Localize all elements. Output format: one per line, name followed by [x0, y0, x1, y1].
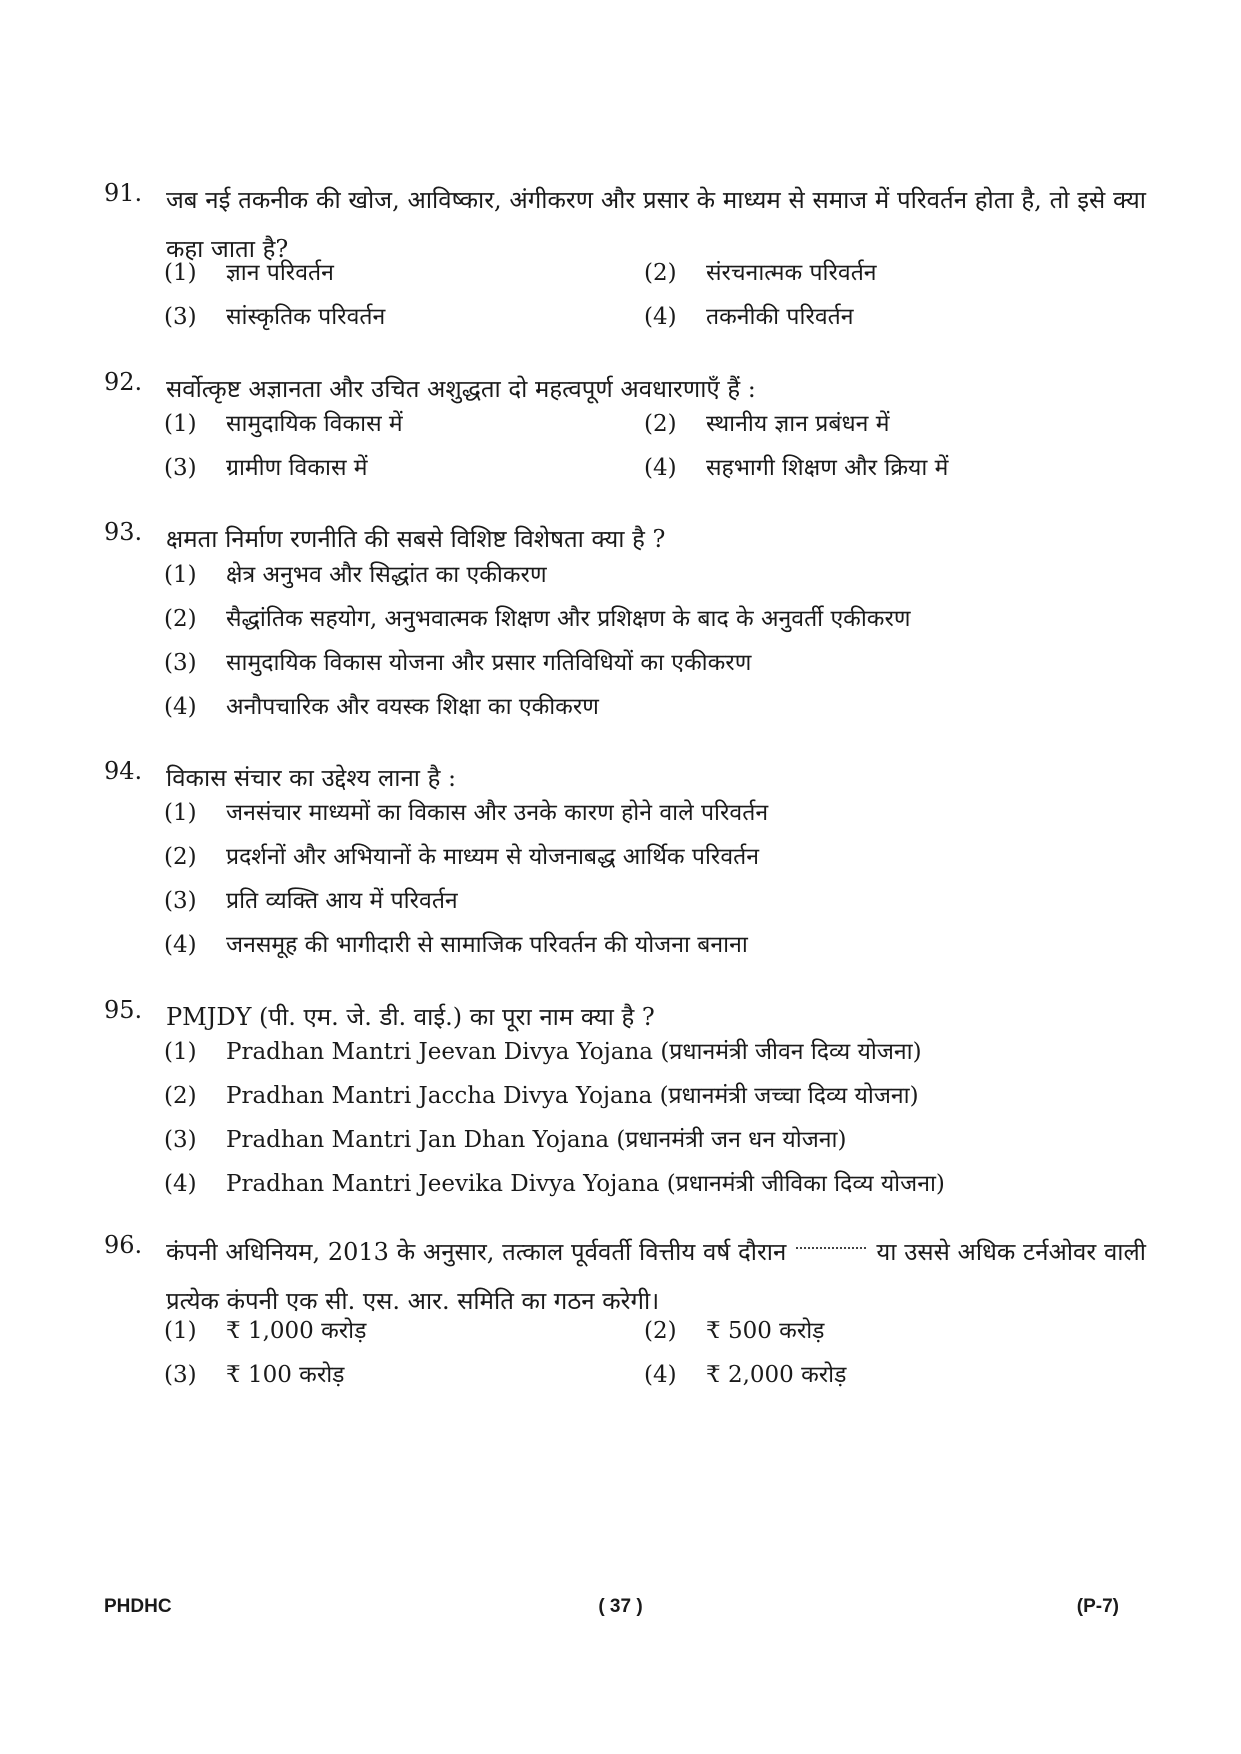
option-94-1[interactable]	[164, 793, 1144, 833]
option-number: (4)	[644, 304, 677, 330]
option-number: (2)	[644, 411, 677, 437]
question-number: 91.	[104, 179, 143, 207]
option-94-3[interactable]	[164, 881, 1144, 921]
option-number: (3)	[164, 455, 197, 481]
option-number: (1)	[164, 1318, 197, 1344]
option-text: तकनीकी परिवर्तन	[706, 304, 854, 330]
option-91-4[interactable]	[644, 297, 1164, 337]
option-95-2[interactable]	[164, 1076, 1144, 1116]
option-text: Pradhan Mantri Jeevan Divya Yojana (प्रधानमंत्री जीवन दिव्य योजना)	[226, 1039, 922, 1065]
option-number: (3)	[164, 650, 197, 676]
option-93-3[interactable]	[164, 643, 1144, 683]
question-text: जब नई तकनीक की खोज, आविष्कार, अंगीकरण और प्रसार के माध्यम से समाज में परिवर्तन होता है, तो इसे क्या कहा जाता है?	[166, 186, 1146, 263]
paper-series: (P-7)	[1076, 1596, 1119, 1617]
option-91-2[interactable]	[644, 253, 1164, 293]
question-text: PMJDY (पी. एम. जे. डी. वाई.) का पूरा नाम क्या है ?	[166, 1003, 655, 1031]
option-93-4[interactable]	[164, 687, 1144, 727]
option-number: (2)	[164, 844, 197, 870]
option-92-2[interactable]	[644, 404, 1164, 444]
option-number: (4)	[164, 1171, 197, 1197]
option-text: Pradhan Mantri Jaccha Divya Yojana (प्रधानमंत्री जच्चा दिव्य योजना)	[226, 1083, 919, 1109]
option-text: ग्रामीण विकास में	[226, 455, 368, 481]
option-text: अनौपचारिक और वयस्क शिक्षा का एकीकरण	[226, 694, 599, 720]
question-number: 96.	[104, 1231, 143, 1259]
question-number: 95.	[104, 996, 143, 1024]
option-text: ₹ 1,000 करोड़	[226, 1318, 367, 1344]
option-number: (1)	[164, 562, 197, 588]
option-number: (2)	[164, 1083, 197, 1109]
option-text: ₹ 2,000 करोड़	[706, 1362, 847, 1388]
option-95-4[interactable]	[164, 1164, 1144, 1204]
question-number: 93.	[104, 518, 143, 546]
question-text: सर्वोत्कृष्ट अज्ञानता और उचित अशुद्धता दो महत्वपूर्ण अवधारणाएँ हैं :	[166, 375, 756, 403]
option-number: (4)	[164, 932, 197, 958]
option-text: जनसमूह की भागीदारी से सामाजिक परिवर्तन की योजना बनाना	[226, 932, 748, 958]
option-text: सैद्धांतिक सहयोग, अनुभवात्मक शिक्षण और प्रशिक्षण के बाद के अनुवर्ती एकीकरण	[226, 606, 911, 632]
option-text: Pradhan Mantri Jan Dhan Yojana (प्रधानमंत्री जन धन योजना)	[226, 1127, 847, 1153]
option-number: (1)	[164, 411, 197, 437]
option-93-1[interactable]	[164, 555, 1144, 595]
option-text: सहभागी शिक्षण और क्रिया में	[706, 455, 949, 481]
option-number: (2)	[644, 260, 677, 286]
option-text: जनसंचार माध्यमों का विकास और उनके कारण होने वाले परिवर्तन	[226, 800, 769, 826]
option-text: ₹ 500 करोड़	[706, 1318, 825, 1344]
option-number: (3)	[164, 888, 197, 914]
option-number: (4)	[164, 694, 197, 720]
option-96-1[interactable]	[164, 1311, 624, 1351]
option-text: प्रदर्शनों और अभियानों के माध्यम से योजनाबद्ध आर्थिक परिवर्तन	[226, 844, 759, 870]
option-number: (3)	[164, 304, 197, 330]
question-number: 94.	[104, 757, 143, 785]
option-number: (4)	[644, 455, 677, 481]
option-92-1[interactable]	[164, 404, 624, 444]
option-number: (2)	[164, 606, 197, 632]
option-number: (3)	[164, 1127, 197, 1153]
option-95-1[interactable]	[164, 1032, 1144, 1072]
page-number: ( 37 )	[598, 1596, 643, 1617]
question-text: विकास संचार का उद्देश्य लाना है :	[166, 764, 457, 792]
option-text: ज्ञान परिवर्तन	[226, 260, 334, 286]
option-number: (3)	[164, 1362, 197, 1388]
option-92-3[interactable]	[164, 448, 624, 488]
option-94-4[interactable]	[164, 925, 1144, 965]
option-text: सामुदायिक विकास योजना और प्रसार गतिविधियों का एकीकरण	[226, 650, 752, 676]
booklet-code: PHDHC	[104, 1596, 172, 1617]
option-92-4[interactable]	[644, 448, 1164, 488]
option-text: Pradhan Mantri Jeevika Divya Yojana (प्रधानमंत्री जीविका दिव्य योजना)	[226, 1171, 945, 1197]
page-footer	[0, 1596, 1241, 1626]
option-number: (4)	[644, 1362, 677, 1388]
option-text: संरचनात्मक परिवर्तन	[706, 260, 877, 286]
question-text-part-2: या उससे अधिक टर्नओवर वाली प्रत्येक कंपनी एक सी. एस. आर. समिति का गठन करेगी।	[166, 1238, 1146, 1315]
option-number: (2)	[644, 1318, 677, 1344]
option-text: ₹ 100 करोड़	[226, 1362, 345, 1388]
option-text: प्रति व्यक्ति आय में परिवर्तन	[226, 888, 458, 914]
option-96-3[interactable]	[164, 1355, 624, 1395]
option-text: सामुदायिक विकास में	[226, 411, 403, 437]
option-text: क्षेत्र अनुभव और सिद्धांत का एकीकरण	[226, 562, 547, 588]
question-text-part-1: कंपनी अधिनियम, 2013 के अनुसार, तत्काल पूर्ववर्ती वित्तीय वर्ष दौरान	[166, 1238, 787, 1266]
option-91-1[interactable]	[164, 253, 624, 293]
option-number: (1)	[164, 800, 197, 826]
option-94-2[interactable]	[164, 837, 1144, 877]
option-number: (1)	[164, 1039, 197, 1065]
option-95-3[interactable]	[164, 1120, 1144, 1160]
option-96-2[interactable]	[644, 1311, 1164, 1351]
option-96-4[interactable]	[644, 1355, 1164, 1395]
question-number: 92.	[104, 368, 143, 396]
option-text: स्थानीय ज्ञान प्रबंधन में	[706, 411, 890, 437]
option-91-3[interactable]	[164, 297, 624, 337]
option-text: सांस्कृतिक परिवर्तन	[226, 304, 386, 330]
question-text: क्षमता निर्माण रणनीति की सबसे विशिष्ट विशेषता क्या है ?	[166, 525, 666, 553]
option-93-2[interactable]	[164, 599, 1144, 639]
fill-in-blank	[796, 1246, 866, 1249]
option-number: (1)	[164, 260, 197, 286]
